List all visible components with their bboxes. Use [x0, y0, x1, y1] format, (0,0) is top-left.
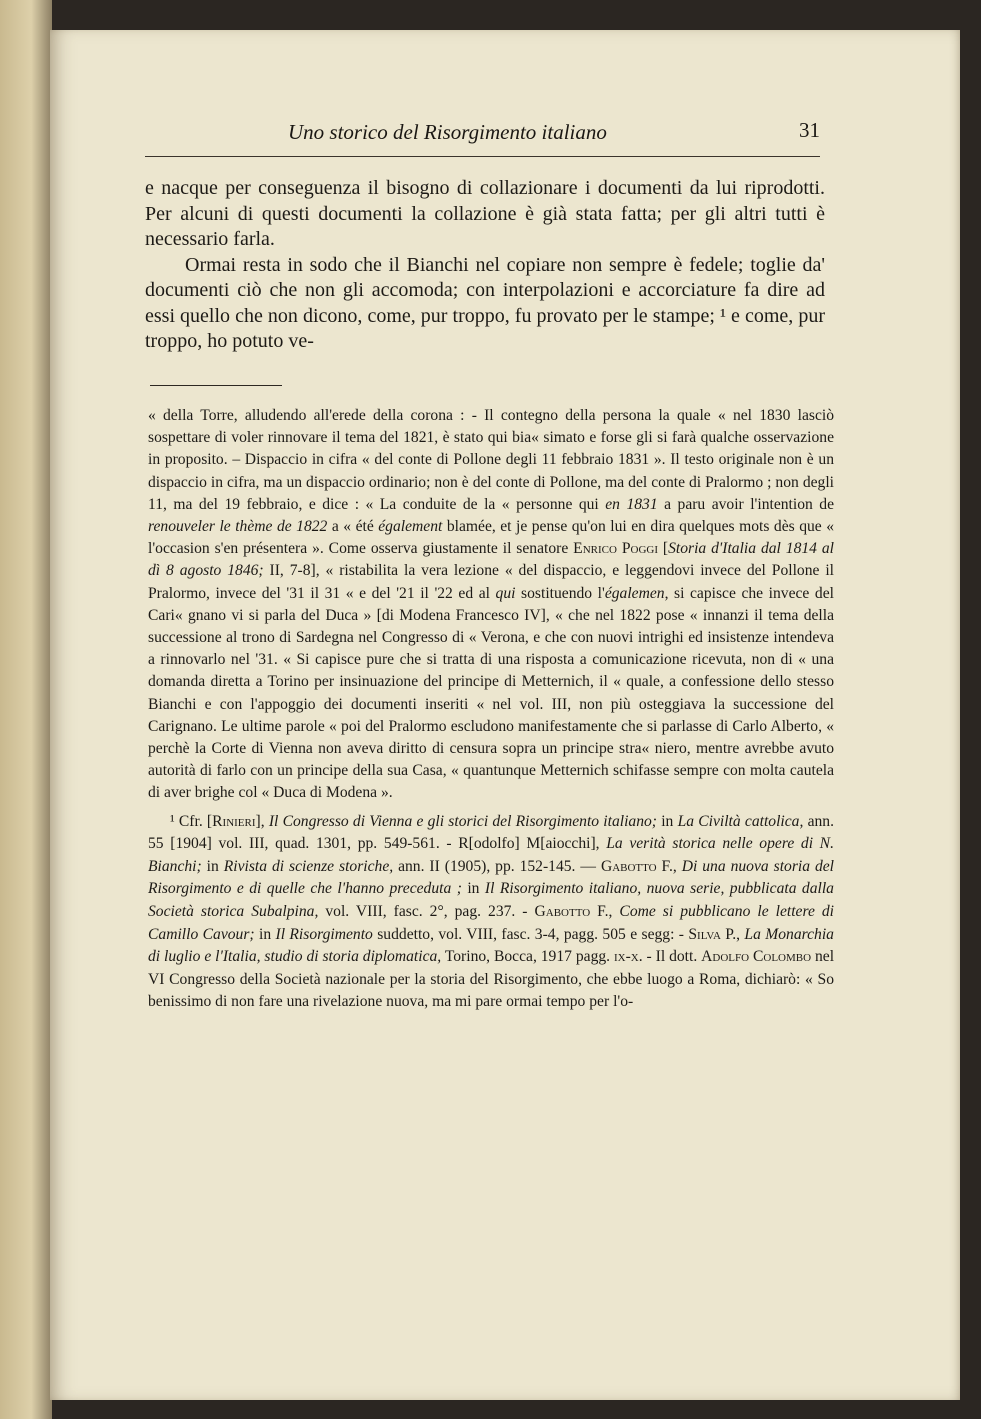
- footnote-1: ¹ Cfr. [Rinieri], Il Congresso di Vienna e gli storici del Risorgimento italiano; in La Civiltà cattolica, ann. 55 [1904] vol. III, quad. 1301, pp. 549-561. - R[odolfo] M[aiocchi], La verità storica nelle opere di N. Bianchi; in Rivista di scienze storiche, ann. II (1905), pp. 152-145. — Gabotto F., Di una nuova storia del Risorgimento e di quelle che l'hanno preceduta ; in Il Risorgimento italiano, nuova serie, pubblicata dalla Società storica Subalpina, vol. VIII, fasc. 2°, pag. 237. - Gabotto F., Come si pubblicano le lettere di Camillo Cavour; in Il Risorgimento suddetto, vol. VIII, fasc. 3-4, pagg. 505 e segg: - Silva P., La Monarchia di luglio e l'Italia, studio di storia diplomatica, Torino, Bocca, 1917 pagg. ix-x. - Il dott. Adolfo Colombo nel VI Congresso della Società nazionale per la storia del Risorgimento, che ebbe luogo a Roma, dichiarò: « So benissimo di non fare una rivelazione nuova, ma mi pare ormai tempo per l'o-: [148, 812, 835, 1011]
- footnotes: [148, 405, 834, 1014]
- note-continuation: « della Torre, alludendo all'erede della corona : - Il contegno della persona la quale « nel 1830 lasciò sospettare di voler rinnovare il tema del 1821, è stato qui bia« simato e forse gli si farà qualche osservazione in proposito. – Dispaccio in cifra « del conte di Pollone degli 11 febbraio 1831 ». Il testo originale non è un dispaccio in cifra, ma un dispaccio ordinario; non è del conte di Pollone, ma del conte di Pralormo ; non degli 11, ma del 19 febbraio, e dice : « La conduite de la « personne qui en 1831 a paru avoir l'intention de renouveler le thème de 1822 a « été également blamée, et je pense qu'on lui en dira quelques mots dès que « l'occasion s'en présentera ». Come osserva giustamente il senatore Enrico Poggi [Storia d'Italia dal 1814 al dì 8 agosto 1846; II, 7-8], « ristabilita la vera lezione « del dispaccio, e leggendovi invece del Pollone il Pralormo, invece del '31 il 31 « e del '21 il '22 ed al qui sostituendo l'égalemen, si capisce che invece del Cari« gnano vi si parla del Duca » [di Modena Francesco IV], « che nel 1822 pose « innanzi il tema della successione al trono di Sardegna nel Congresso di « Verona, e che con nuovi intrighi ed insistenze intendeva a rinnovarlo nel '31. « Si capisce pure che si tratta di una risposta a comunicazione ricevuta, non di « una domanda diretta a Torino per insinuazione del principe di Metternich, il « quale, a confessione dello stesso Bianchi e con l'appoggio dei documenti inseriti « nel vol. III, non più osteggiava la successione del Carignano. Le ultime parole « poi del Pralormo escludono manifestamente che si parlasse di Carlo Alberto, « perchè la Corte di Vienna non aveva diritto di censura sopra un principe stra« niero, mentre avrebbe avuto autorità di farlo con un principe della sua Casa, « quantunque Metternich schifasse sempre con molta cautela di aver brighe col « Duca di Modena ».: [148, 407, 835, 802]
- running-title: Uno storico del Risorgimento italiano: [288, 120, 607, 144]
- header-rule: [145, 156, 820, 157]
- main-text: [145, 176, 825, 355]
- footnote-rule: [150, 385, 282, 386]
- left-page-edge: [0, 0, 52, 1419]
- page-number: 31: [799, 118, 820, 142]
- paragraph: Ormai resta in sodo che il Bianchi nel copiare non sempre è fedele; toglie da' documenti ciò che non gli accomoda; con interpolazioni e accorciature fa dire ad essi quello che non dicono, come, pur troppo, fu provato per le stampe; ¹ e come, pur troppo, ho potuto ve-: [145, 253, 825, 352]
- paragraph: e nacque per conseguenza il bisogno di collazionare i documenti da lui riprodotti. Per alcuni di questi documenti la collazione è già stata fatta; per gli altri tutti è necessario farla.: [145, 177, 825, 250]
